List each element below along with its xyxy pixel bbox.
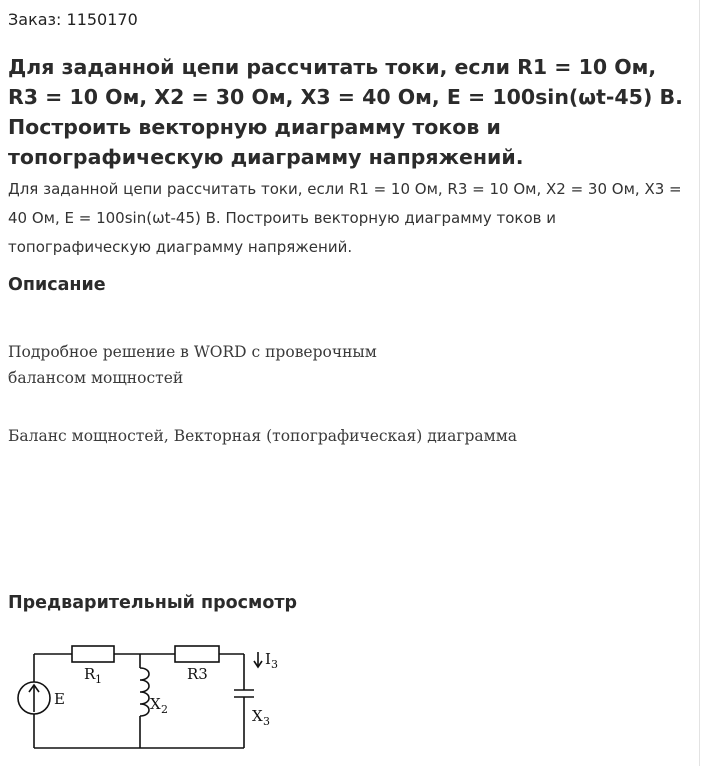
r1-label: R: [84, 665, 96, 683]
preview-heading: Предварительный просмотр: [8, 593, 298, 613]
i3-label: I: [265, 650, 271, 668]
description-line: Подробное решение в WORD с проверочным: [8, 343, 377, 361]
x2-label-subscript: 2: [161, 703, 168, 716]
order-number: Заказ: 1150170: [8, 10, 138, 29]
page-border: [699, 0, 700, 766]
circuit-preview-image[interactable]: [8, 632, 298, 762]
x3-label: X: [252, 707, 263, 725]
page-title: Для заданной цепи рассчитать токи, если R1 = 10 Ом, R3 = 10 Ом, X2 = 30 Ом, X3 = 40 Ом, E = 100sin(ωt-45) В. Построить векторную диаграмму токов и топографическую диаграмму напряжений.: [8, 55, 683, 169]
i3-label-subscript: 3: [271, 658, 278, 671]
x2-label: X: [150, 695, 161, 713]
r1-label-subscript: 1: [95, 673, 102, 686]
resistor-r3-icon: [175, 646, 219, 662]
description-line: Баланс мощностей, Векторная (топографическая) диаграмма: [8, 427, 517, 445]
inductor-x2-icon: [140, 668, 149, 716]
circuit-diagram: [8, 632, 298, 762]
r3-label: R3: [187, 665, 208, 683]
source-label: E: [54, 690, 65, 708]
description-heading: Описание: [8, 275, 106, 295]
task-text: Для заданной цепи рассчитать токи, если R1 = 10 Ом, R3 = 10 Ом, X2 = 30 Ом, X3 = 40 Ом, E = 100sin(ωt-45) В. Построить векторную диаграмму токов и топографическую диаграмму напряжений.: [8, 180, 682, 256]
resistor-r1-icon: [72, 646, 114, 662]
description-line: балансом мощностей: [8, 369, 184, 387]
x3-label-subscript: 3: [263, 715, 270, 728]
